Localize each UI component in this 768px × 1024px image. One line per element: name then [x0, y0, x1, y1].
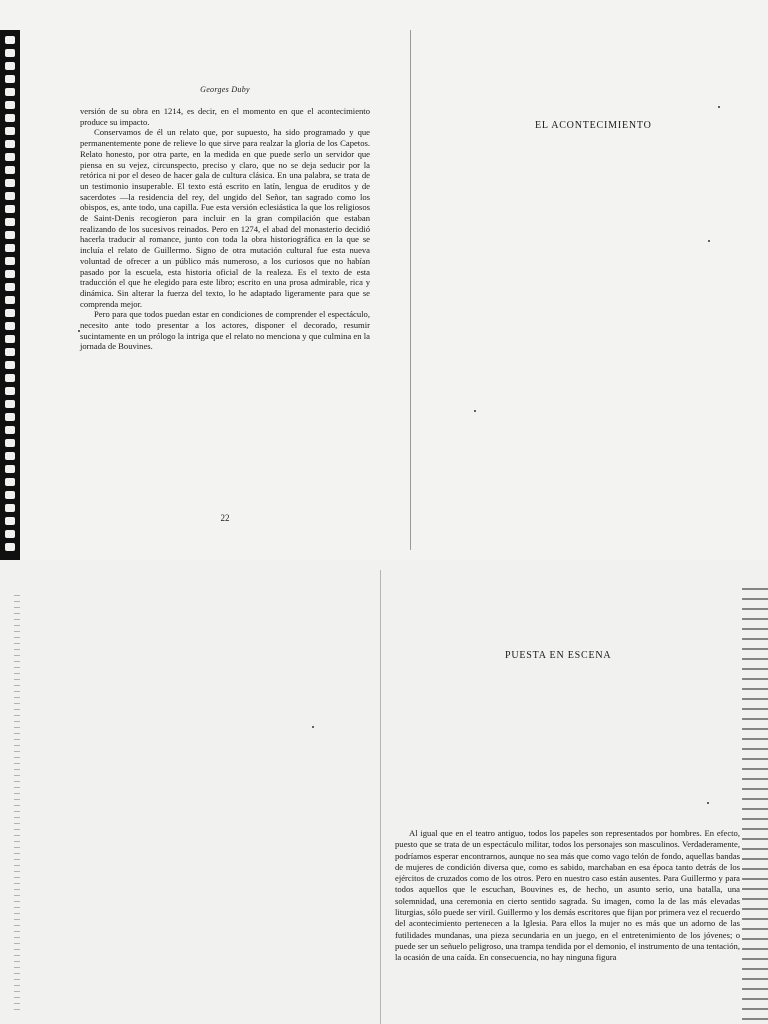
sprocket-hole: [5, 218, 15, 226]
sprocket-hole: [5, 140, 15, 148]
sprocket-hole: [5, 231, 15, 239]
sprocket-hole: [5, 101, 15, 109]
sprocket-hole: [5, 88, 15, 96]
sprocket-hole: [5, 426, 15, 434]
page-gutter-line: [410, 30, 411, 550]
scan-speck: [718, 106, 720, 108]
sprocket-hole: [5, 257, 15, 265]
page-puesta-body: [395, 828, 740, 964]
paragraph: versión de su obra en 1214, es decir, en el momento en que el acontecimiento produce su impacto.: [80, 106, 370, 127]
sprocket-hole: [5, 205, 15, 213]
page-gutter-line: [380, 570, 381, 1024]
sprocket-hole: [5, 179, 15, 187]
sprocket-hole: [5, 322, 15, 330]
sprocket-hole: [5, 296, 15, 304]
chapter-title: PUESTA EN ESCENA: [505, 650, 612, 661]
page-puesta-en-escena: [395, 570, 740, 1024]
chapter-title: EL ACONTECIMIENTO: [535, 120, 652, 131]
sprocket-hole: [5, 62, 15, 70]
sprocket-hole: [5, 309, 15, 317]
sprocket-hole: [5, 361, 15, 369]
sprocket-hole: [5, 114, 15, 122]
sprocket-hole: [5, 127, 15, 135]
sprocket-hole: [5, 270, 15, 278]
sprocket-hole: [5, 374, 15, 382]
film-sprocket-strip: [0, 30, 20, 560]
sprocket-hole: [5, 283, 15, 291]
scan-speck: [708, 240, 710, 242]
page-22: [80, 85, 370, 523]
page-number: 22: [220, 513, 230, 523]
paragraph: Conservamos de él un relato que, por supuesto, ha sido programado y que permanentemente pone de relieve lo que sirve para realzar la gloria de los Capetos. Relato honesto, por otra parte, en la medida en que puede serlo un servidor que piensa en su vejez, circunspecto, preciso y claro, que no se deja seducir por la retórica ni por el deseo de hacer gala de cultura clásica. En una palabra, se trata de un testimonio insuperable. El texto está escrito en latín, lengua de eruditos y de sacerdotes —la residencia del rey, del ungido del Señor, tan sagrado como los obispos, es, ante todo, una capilla. Fue esta versión eclesiástica la que los religiosos de Saint-Denis recogieron para incluir en la gran compilación que estaban realizando de los sucesivos reinados. Pero en 1274, el abad del monasterio decidió hacerla traducir al romance, junto con toda la obra historiográfica en la que se incluía el relato de Guillermo. Signo de otra mutación cultural fue esta nueva voluntad de ofrecer a un público más numeroso, a los curiosos que no habían pasado por la escuela, esta historia oficial de la realeza. Es el texto de esta traducción el que he elegido para este libro; escrito en una prosa admirable, rica y dinámica. Sin alterar la fuerza del texto, lo he adaptado ligeramente para que se comprenda mejor.: [80, 127, 370, 309]
sprocket-hole: [5, 504, 15, 512]
sprocket-hole: [5, 348, 15, 356]
sprocket-hole: [5, 452, 15, 460]
sprocket-hole: [5, 75, 15, 83]
sprocket-hole: [5, 166, 15, 174]
sprocket-hole: [5, 49, 15, 57]
sprocket-hole: [5, 478, 15, 486]
sprocket-hole: [5, 387, 15, 395]
sprocket-hole: [5, 530, 15, 538]
scan-speck: [707, 802, 709, 804]
sprocket-hole: [5, 400, 15, 408]
scan-speck: [474, 410, 476, 412]
paragraph: Pero para que todos puedan estar en condiciones de comprender el espectáculo, necesito ante todo presentar a los actores, disponer el decorado, resumir sucintamente en un prólogo la intriga que el relato no menciona y que culmina en la jornada de Bouvines.: [80, 309, 370, 352]
sprocket-hole: [5, 192, 15, 200]
sprocket-hole: [5, 439, 15, 447]
sprocket-hole: [5, 465, 15, 473]
sprocket-hole: [5, 491, 15, 499]
scan-speck: [312, 726, 314, 728]
sprocket-hole: [5, 413, 15, 421]
sprocket-hole: [5, 153, 15, 161]
page-22-body: [80, 106, 370, 352]
paragraph: Al igual que en el teatro antiguo, todos los papeles son representados por hombres. En efecto, puesto que se trata de un espectáculo militar, todos los personajes son masculinos. Verdaderamente, podríamos esperar encontrarnos, aunque no sea más que como vago telón de fondo, aquellas bandas de mujeres de condición diversa que, como es sabido, marchaban en esa época tanto detrás de los ejércitos de cruzados como de los otros. Pero en nuestro caso están ausentes. Para Guillermo y para todos aquellos que le escuchan, Bouvines es, de hecho, un asunto serio, una batalla, una solemnidad, una ceremonia en cierto sentido sagrada. Su imagen, como la de las más elevadas liturgias, sólo puede ser viril. Guillermo y los demás escritores que fijan por primera vez el recuerdo del acontecimiento pertenecen a la Iglesia. Para ellos la mujer no es más que un adorno de las futilidades mundanas, una pieza secundaria en un juego, en el entretenimiento de los jóvenes; o puede ser un señuelo peligroso, una trampa tendida por el demonio, el instrumento de una tentación, la ocasión de una caída. En consecuencia, no hay ninguna figura: [395, 828, 740, 963]
page-acontecimiento: [415, 30, 745, 550]
sprocket-hole: [5, 517, 15, 525]
scan-speck: [78, 330, 80, 332]
sprocket-hole: [5, 244, 15, 252]
sprocket-hole: [5, 36, 15, 44]
page-edge-strip: [742, 580, 768, 1024]
sprocket-hole: [5, 543, 15, 551]
sprocket-hole: [5, 335, 15, 343]
blank-page: [20, 570, 380, 1020]
running-head: Georges Duby: [200, 85, 250, 94]
